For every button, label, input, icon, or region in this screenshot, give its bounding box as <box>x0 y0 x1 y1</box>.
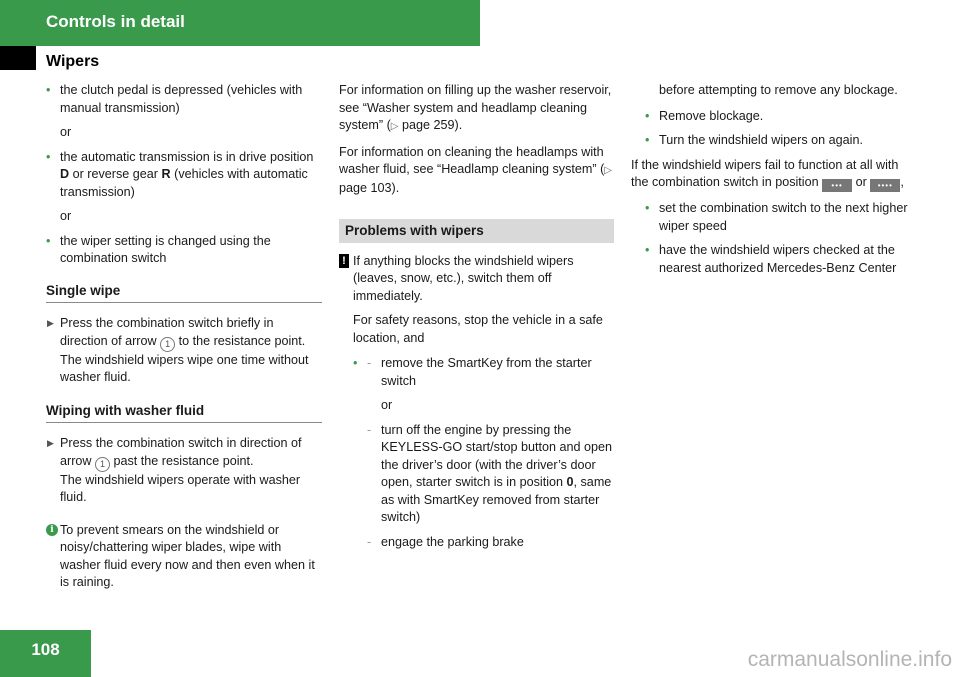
arrow-icon: ▶ <box>47 438 54 448</box>
switch-position-4-icon: •••• <box>870 179 900 192</box>
subheading-single-wipe: Single wipe <box>46 282 322 304</box>
watermark: carmanualsonline.info <box>747 648 952 671</box>
fail-para <box>631 157 915 193</box>
bullet-turn-on <box>645 132 915 150</box>
text: remove the SmartKey from the starter switch <box>381 356 592 388</box>
result-text: The windshield wipers operate with washer fluid. <box>60 472 301 504</box>
number-circle-icon: 1 <box>160 337 175 352</box>
bullet-higher-speed <box>645 200 915 235</box>
position-zero: 0 <box>566 475 574 489</box>
number-circle-icon: 1 <box>95 457 110 472</box>
text: Remove blockage. <box>659 108 764 123</box>
or-text: or <box>381 398 393 412</box>
text: to the resistance point. <box>175 333 306 348</box>
bullet-icon: • <box>645 201 650 215</box>
bullet-icon: • <box>46 233 51 248</box>
bullet-wiper-setting <box>46 233 322 268</box>
section-marker <box>0 46 36 70</box>
page-ref[interactable]: page 259). <box>398 118 463 132</box>
page-number: 108 <box>31 640 60 659</box>
text: If the windshield wipers fail to function at all with the combination switch in position <box>631 157 899 189</box>
bullet-checked <box>645 242 915 277</box>
washer-reservoir-para <box>339 82 614 136</box>
text: past the resistance point. <box>110 453 254 468</box>
bullet-icon: • <box>645 133 650 147</box>
warning-note <box>339 253 614 306</box>
text: , same as with SmartKey removed from starter switch) <box>381 475 612 524</box>
column-2 <box>339 82 614 558</box>
or-text: or <box>60 209 72 223</box>
dash-icon: - <box>367 356 372 370</box>
column-3 <box>631 82 915 284</box>
bullet-clutch <box>46 82 322 117</box>
headlamp-cleaning-para <box>339 144 614 198</box>
dash-icon: - <box>367 534 372 549</box>
bullet-remove-blockage <box>645 108 915 126</box>
bullet-icon: • <box>46 83 51 97</box>
gear-r: R <box>161 167 171 181</box>
page-ref[interactable]: page 103). <box>339 180 400 195</box>
bullet-icon: • <box>46 149 51 164</box>
text: set the combination switch to the next higher wiper speed <box>659 201 908 233</box>
page-ref-arrow-icon: ▷ <box>604 165 612 176</box>
text: For information on cleaning the headlamps with washer fluid, see “Headlamp cleaning system” ( <box>339 144 605 176</box>
bullet-icon: • <box>645 108 650 123</box>
text: For information on filling up the washer reservoir, see “Washer system and headlamp cleaning system” ( <box>339 83 612 132</box>
step-washer <box>46 435 322 507</box>
text: or <box>852 175 871 189</box>
chapter-title: Controls in detail <box>46 12 185 31</box>
section-title: Wipers <box>46 53 100 70</box>
bullet-automatic <box>46 149 322 202</box>
gear-d: D <box>60 167 70 181</box>
column-1 <box>46 82 322 599</box>
text: have the windshield wipers checked at the nearest authorized Mercedes-Benz Center <box>659 243 897 275</box>
problems-heading: Problems with wipers <box>339 219 614 243</box>
text: engage the parking brake <box>381 534 524 549</box>
subheading-washer: Wiping with washer fluid <box>46 402 322 424</box>
text: (vehicles with automatic transmission) <box>60 167 308 199</box>
text: , <box>900 175 904 189</box>
text: or reverse gear <box>69 167 162 181</box>
dash-item-keyless <box>339 422 614 527</box>
text: the automatic transmission is in drive position <box>60 149 314 164</box>
bullet-text: the clutch pedal is depressed (vehicles with manual transmission) <box>60 83 303 115</box>
info-note <box>46 522 322 592</box>
text: Turn the windshield wipers on again. <box>659 133 863 147</box>
result-text: The windshield wipers wipe one time without washer fluid. <box>60 352 309 384</box>
dash-item-parking-brake <box>339 534 614 552</box>
safety-text: For safety reasons, stop the vehicle in a safe location, and <box>353 313 603 345</box>
bullet-icon: • <box>645 243 650 257</box>
continuation-text: before attempting to remove any blockage. <box>659 83 898 97</box>
info-text: To prevent smears on the windshield or noisy/chattering wiper blades, wipe with washer fluid every now and then even when it is raining. <box>60 522 315 589</box>
arrow-icon: ▶ <box>47 318 54 328</box>
page-ref-arrow-icon: ▷ <box>390 121 399 132</box>
warning-icon: ! <box>339 254 349 268</box>
step-single-wipe <box>46 315 322 387</box>
or-text: or <box>60 125 72 139</box>
switch-position-3-icon: ••• <box>822 179 852 192</box>
dash-item-smartkey <box>339 355 614 390</box>
bullet-icon: • <box>353 356 358 370</box>
bullet-text: the wiper setting is changed using the combination switch <box>60 233 271 265</box>
text: Press the combination switch in direction of arrow <box>60 436 302 468</box>
dash-icon: - <box>367 422 372 437</box>
warning-text: If anything blocks the windshield wipers (leaves, snow, etc.), switch them off immediately. <box>353 253 574 303</box>
text: Press the combination switch briefly in direction of arrow <box>60 316 274 348</box>
info-icon: i <box>46 524 58 536</box>
text: turn off the engine by pressing the KEYLESS-GO start/stop button and open the driver’s door (with the driver’s door open, starter switch is in position <box>381 422 613 489</box>
